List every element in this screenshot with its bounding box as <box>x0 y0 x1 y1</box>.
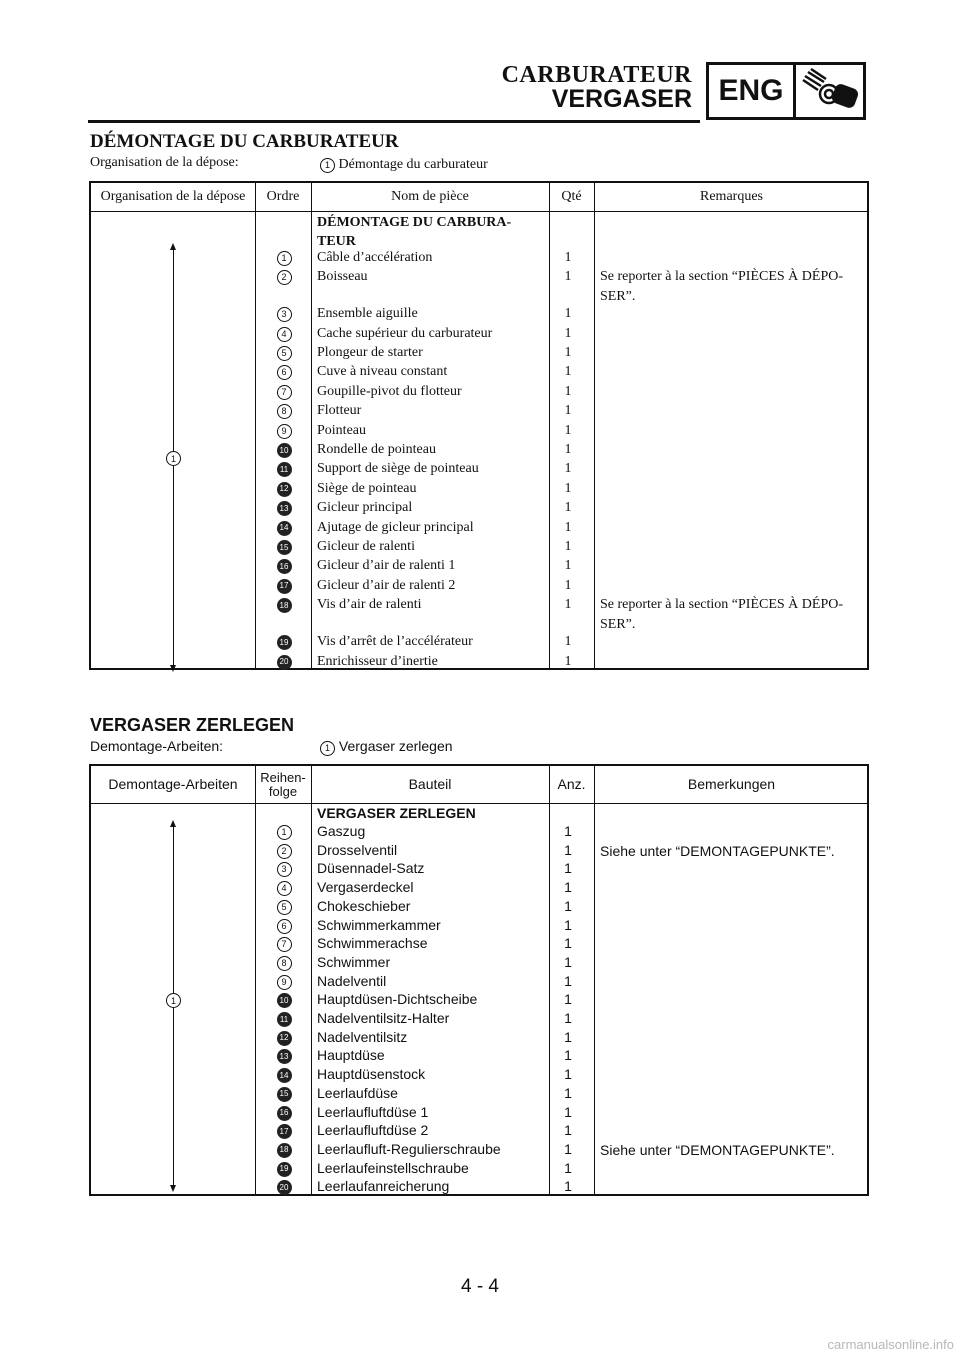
part-name-cell: Leerlaufluftdüse 1 <box>317 1103 429 1120</box>
order-cell <box>267 632 301 650</box>
circled-number: 1 <box>320 158 335 173</box>
part-name-cell: Schwimmer <box>317 953 391 970</box>
part-name-cell: Ajutage de gicleur principal <box>317 519 474 535</box>
part-name-cell: Gaszug <box>317 823 366 839</box>
circled-number: 8 <box>277 956 292 971</box>
col-divider <box>255 766 256 1194</box>
part-name-cell: Cuve à niveau constant <box>317 364 448 380</box>
circled-number: 4 <box>277 327 292 342</box>
order-cell <box>267 479 301 497</box>
order-cell <box>267 1177 301 1195</box>
circled-number: 19 <box>277 1162 292 1177</box>
part-name-cell: Vis d’arrêt de l’accélérateur <box>317 634 473 650</box>
circled-number: 17 <box>277 1124 292 1139</box>
qty-cell: 1 <box>564 897 572 914</box>
circled-number: 16 <box>277 559 292 574</box>
circled-number: 15 <box>277 1087 292 1102</box>
circled-number: 5 <box>277 346 292 361</box>
circled-number: 8 <box>277 404 292 419</box>
order-cell <box>267 1084 301 1102</box>
arrow-head-up <box>170 243 176 250</box>
arrow-head-down <box>170 1185 176 1192</box>
circled-number: 13 <box>277 1049 292 1064</box>
circled-number: 18 <box>277 1143 292 1158</box>
col-header: Bauteil <box>408 776 452 793</box>
col-divider <box>549 183 550 668</box>
circled-number: 2 <box>277 844 292 859</box>
qty-cell: 1 <box>564 991 572 1008</box>
col-header: Nom de pièce <box>391 188 469 204</box>
part-name-cell: Schwimmerachse <box>317 935 428 952</box>
qty-cell: 1 <box>564 1084 572 1101</box>
part-name-cell: Hauptdüsenstock <box>317 1066 426 1083</box>
circled-number: 3 <box>277 862 292 877</box>
part-name-cell: Hauptdüsen-Dichtscheibe <box>317 991 478 1008</box>
qty-cell: 1 <box>564 1103 572 1120</box>
circled-number: 1 <box>166 451 181 466</box>
circled-number: 11 <box>277 462 292 477</box>
order-cell <box>267 498 301 516</box>
order-cell <box>267 440 301 458</box>
qty-cell: 1 <box>564 422 572 438</box>
qty-cell: 1 <box>564 634 572 650</box>
order-cell <box>267 1121 301 1139</box>
order-cell <box>267 822 301 840</box>
order-cell <box>267 362 301 380</box>
qty-cell: 1 <box>564 250 572 265</box>
part-name-cell: Hauptdüse <box>317 1047 385 1064</box>
circled-number: 1 <box>166 993 181 1008</box>
eng-label: ENG <box>709 65 796 117</box>
circled-number: 1 <box>277 251 292 266</box>
part-name-cell: Câble d’accélération <box>317 250 433 265</box>
order-cell <box>267 972 301 990</box>
order-cell <box>267 934 301 952</box>
qty-cell: 1 <box>564 1028 572 1045</box>
col-divider <box>311 183 312 668</box>
circled-number: 10 <box>277 993 292 1008</box>
order-cell <box>267 248 301 266</box>
qty-cell: 1 <box>564 1122 572 1139</box>
order-cell <box>267 859 301 877</box>
qty-cell: 1 <box>564 935 572 952</box>
part-name-cell: Ensemble aiguille <box>317 306 418 322</box>
part-name-cell: Rondelle de pointeau <box>317 442 436 458</box>
qty-cell: 1 <box>564 558 572 574</box>
removal-table-de <box>89 764 869 1196</box>
header-rule <box>88 120 700 123</box>
arrow-head-up <box>170 820 176 827</box>
order-cell <box>267 1103 301 1121</box>
remarks-cell: Siehe unter “DEMONTAGEPUNKTE”. <box>600 842 835 859</box>
circled-number: 13 <box>277 501 292 516</box>
sub-value-fr <box>320 155 488 173</box>
group-label-fr: DÉMONTAGE DU CARBURA-TEUR <box>317 215 512 249</box>
sub-value-text-de: Vergaser zerlegen <box>338 738 453 754</box>
order-cell <box>267 518 301 536</box>
qty-cell: 1 <box>564 1010 572 1026</box>
qty-cell: 1 <box>564 269 572 285</box>
part-name-cell: Siège de pointeau <box>317 480 417 496</box>
order-cell <box>267 916 301 934</box>
qty-cell: 1 <box>564 1140 572 1157</box>
col-header: Anz. <box>557 776 586 793</box>
part-name-cell: Leerlaufanreicherung <box>317 1178 450 1195</box>
qty-cell: 1 <box>564 577 572 593</box>
section-subtitle-fr <box>90 155 488 172</box>
qty-cell: 1 <box>564 972 572 989</box>
circled-number: 9 <box>277 424 292 439</box>
order-cell <box>267 878 301 896</box>
arrow-head-down <box>170 665 176 672</box>
part-name-cell: Flotteur <box>317 403 362 419</box>
qty-cell: 1 <box>564 442 572 458</box>
col-divider <box>549 766 550 1194</box>
part-name-cell: Schwimmerkammer <box>317 916 441 933</box>
order-cell <box>267 897 301 915</box>
circled-number: 14 <box>277 521 292 536</box>
part-name-cell: Goupille-pivot du flotteur <box>317 383 462 399</box>
qty-cell: 1 <box>564 953 572 970</box>
remarks-cell: Se reporter à la section “PIÈCES À DÉPO-SER”. <box>600 269 843 305</box>
col-header: Reihen-folge <box>260 769 306 799</box>
part-name-cell: Düsennadel-Satz <box>317 860 425 877</box>
circled-number: 18 <box>277 598 292 613</box>
col-header: Bemerkungen <box>687 776 776 793</box>
col-header: Ordre <box>266 188 300 204</box>
circled-number: 1 <box>277 825 292 840</box>
qty-cell: 1 <box>564 500 572 516</box>
order-cell <box>267 401 301 419</box>
part-name-cell: Plongeur de starter <box>317 345 423 361</box>
qty-cell: 1 <box>564 480 572 496</box>
part-name-cell: Leerlaufluft-Regulierschraube <box>317 1140 501 1157</box>
qty-cell: 1 <box>564 325 572 341</box>
remarks-cell: Siehe unter “DEMONTAGEPUNKTE”. <box>600 1141 835 1158</box>
part-name-cell: Nadelventilsitz <box>317 1028 408 1045</box>
order-cell <box>267 324 301 342</box>
part-name-cell: Leerlaufeinstellschraube <box>317 1159 469 1176</box>
order-cell <box>267 1065 301 1083</box>
order-cell <box>267 1046 301 1064</box>
col-header: Demontage-Arbeiten <box>108 776 238 793</box>
carburetor-icon <box>796 65 863 117</box>
col-header: Qté <box>561 188 582 204</box>
qty-cell: 1 <box>564 539 572 555</box>
qty-cell: 1 <box>564 823 572 839</box>
order-cell <box>267 652 301 670</box>
qty-cell: 1 <box>564 1047 572 1064</box>
order-cell <box>267 556 301 574</box>
qty-cell: 1 <box>564 1159 572 1176</box>
qty-cell: 1 <box>564 519 572 535</box>
order-cell <box>267 595 301 613</box>
circled-number: 17 <box>277 579 292 594</box>
part-name-cell: Nadelventil <box>317 972 387 989</box>
page-number: 4 - 4 <box>460 1276 500 1297</box>
watermark: carmanualsonline.info <box>827 1337 954 1352</box>
part-name-cell: Support de siège de pointeau <box>317 461 479 477</box>
circled-number: 20 <box>277 1180 292 1195</box>
part-name-cell: Nadelventilsitz-Halter <box>317 1010 450 1026</box>
order-cell <box>267 576 301 594</box>
part-name-cell: Cache supérieur du carburateur <box>317 325 493 341</box>
circled-number: 2 <box>277 270 292 285</box>
circled-number: 12 <box>277 482 292 497</box>
part-name-cell: Gicleur d’air de ralenti 1 <box>317 558 456 574</box>
circled-number: 4 <box>277 881 292 896</box>
qty-cell: 1 <box>564 383 572 399</box>
sub-label-fr: Organisation de la dépose: <box>90 155 239 170</box>
page-header <box>0 0 960 130</box>
qty-cell: 1 <box>564 597 572 613</box>
remarks-cell: Se reporter à la section “PIÈCES À DÉPO-SER”. <box>600 597 843 633</box>
part-name-cell: Drosselventil <box>317 841 398 858</box>
circled-number: 6 <box>277 919 292 934</box>
circled-number: 7 <box>277 937 292 952</box>
col-header: Remarques <box>700 188 763 204</box>
order-cell <box>267 343 301 361</box>
header-title-fr: CARBURATEUR <box>501 62 692 88</box>
qty-cell: 1 <box>564 403 572 419</box>
circled-number: 3 <box>277 307 292 322</box>
col-divider <box>311 766 312 1194</box>
section-subtitle-de <box>90 738 453 754</box>
circled-number: 16 <box>277 1106 292 1121</box>
order-cell <box>267 459 301 477</box>
order-cell <box>267 990 301 1008</box>
order-cell <box>267 1140 301 1158</box>
qty-cell: 1 <box>564 364 572 380</box>
qty-cell: 1 <box>564 345 572 361</box>
qty-cell: 1 <box>564 1178 572 1195</box>
order-cell <box>267 1009 301 1027</box>
qty-cell: 1 <box>564 461 572 477</box>
removal-table-fr <box>89 181 869 670</box>
circled-number: 10 <box>277 443 292 458</box>
order-cell <box>267 304 301 322</box>
qty-cell: 1 <box>564 860 572 877</box>
part-name-cell: Boisseau <box>317 269 368 285</box>
col-header: Organisation de la dépose <box>100 188 246 204</box>
order-cell <box>267 382 301 400</box>
qty-cell: 1 <box>564 653 572 669</box>
part-name-cell: Gicleur d’air de ralenti 2 <box>317 577 456 593</box>
order-cell <box>267 1159 301 1177</box>
part-name-cell: Pointeau <box>317 422 366 438</box>
part-name-cell: Gicleur de ralenti <box>317 539 415 555</box>
part-name-cell: Chokeschieber <box>317 897 411 914</box>
order-cell <box>267 537 301 555</box>
circled-number: 15 <box>277 540 292 555</box>
part-name-cell: Vergaserdeckel <box>317 879 414 896</box>
sub-value-de <box>320 738 453 756</box>
sub-value-text-fr: Démontage du carburateur <box>338 157 488 172</box>
part-name-cell: Leerlaufluftdüse 2 <box>317 1122 429 1139</box>
order-cell <box>267 1028 301 1046</box>
sub-label-de: Demontage-Arbeiten: <box>90 738 224 754</box>
circled-number: 14 <box>277 1068 292 1083</box>
circled-number: 9 <box>277 975 292 990</box>
part-name-cell: Gicleur principal <box>317 500 413 516</box>
section-title-de: VERGASER ZERLEGEN <box>90 715 295 735</box>
circled-number: 20 <box>277 655 292 670</box>
order-cell <box>267 421 301 439</box>
circled-number: 1 <box>320 741 335 756</box>
circled-number: 5 <box>277 900 292 915</box>
section-badge <box>706 62 866 120</box>
col-divider <box>255 183 256 668</box>
circled-number: 6 <box>277 365 292 380</box>
qty-cell: 1 <box>564 916 572 933</box>
group-label-de: VERGASER ZERLEGEN <box>317 805 476 821</box>
qty-cell: 1 <box>564 306 572 322</box>
col-divider <box>594 183 595 668</box>
order-cell <box>267 267 301 285</box>
circled-number: 7 <box>277 385 292 400</box>
part-name-cell: Vis d’air de ralenti <box>317 597 422 613</box>
order-cell <box>267 953 301 971</box>
circled-number: 12 <box>277 1031 292 1046</box>
qty-cell: 1 <box>564 841 572 858</box>
qty-cell: 1 <box>564 879 572 896</box>
col-divider <box>594 766 595 1194</box>
header-title-de: VERGASER <box>551 85 692 113</box>
part-name-cell: Enrichisseur d’inertie <box>317 653 438 669</box>
qty-cell: 1 <box>564 1066 572 1083</box>
order-cell <box>267 841 301 859</box>
part-name-cell: Leerlaufdüse <box>317 1084 398 1101</box>
circled-number: 11 <box>277 1012 292 1027</box>
section-title-fr: DÉMONTAGE DU CARBURATEUR <box>90 131 399 152</box>
circled-number: 19 <box>277 635 292 650</box>
